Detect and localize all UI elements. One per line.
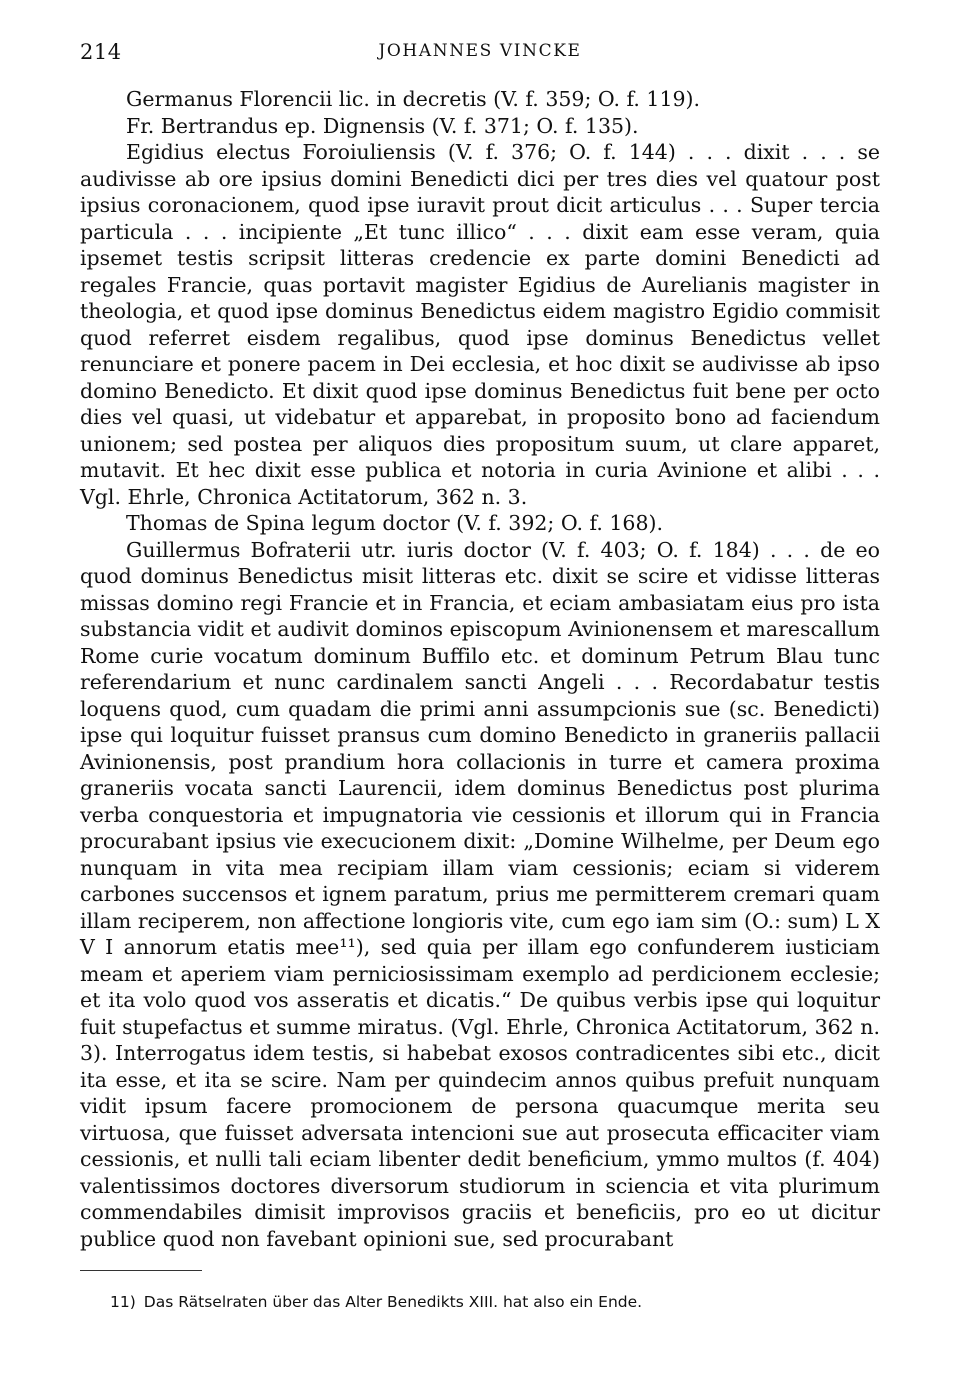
page-number: 214: [80, 40, 122, 64]
footnote: [80, 1292, 880, 1312]
paragraph-bertrandus: Fr. Bertrandus ep. Dignensis (V. f. 371; O. f. 135).: [126, 113, 639, 138]
paragraph-thomas: Thomas de Spina legum doctor (V. f. 392; O. f. 168).: [126, 511, 664, 535]
footnote-separator: [80, 1270, 202, 1271]
running-head: JOHANNES VINCKE: [378, 41, 582, 61]
body-text: [80, 86, 880, 1252]
footnotes: [80, 1292, 880, 1312]
footnote-mark: 11): [110, 1293, 136, 1311]
paragraph-germanus: Germanus Florencii lic. in decretis (V. f. 359; O. f. 119).: [126, 87, 701, 111]
footnote-text: Das Rätselraten über das Alter Benedikts XIII. hat also ein Ende.: [143, 1293, 643, 1311]
paragraph-egidius: Egidius electus Foroiuliensis (V. f. 376; O. f. 144) . . . dixit . . . se audivisse ab ore ipsius domini Benedicti dici per tres dies vel quatour post ipsius coronacionem, quod ipse iuravit prout dicit articulus . . . Super tercia particula . . . incipiente „Et tunc illico“ . . . dixit eam esse veram, quia ipsemet testis scripsit litteras credencie ex parte domini Benedicti ad regales Francie, quas portavit magister Egidius de Aurelianis magister in theologia, et quod ipse dominus Benedictus eidem magistro Egidio commisit quod referret eisdem regalibus, quod ipse dominus Benedictus vellet renunciare et ponere pacem in Dei ecclesia, et hoc dixit se audivisse ab ipso domino Benedicto. Et dixit quod ipse dominus Benedictus fuit bene per octo dies vel quasi, ut videbatur et apparebat, in proposito bono ad faciendum unionem; sed postea per aliquos dies propositum suum, ut clare apparet, mutavit. Et hec dixit esse publica et notoria in curia Avinione et alibi . . . Vgl. Ehrle, Chronica Actitatorum, 362 n. 3.: [80, 140, 880, 509]
paragraph-guillermus: Guillermus Bofraterii utr. iuris doctor (V. f. 403; O. f. 184) . . . de eo quod dominus Benedictus misit litteras etc. dixit se scire et vidisse litteras missas domino regi Francie et in Francia, et eciam ambasiatam eius pro ista substancia vidit et audivit dominos episcopum Avinionensem et marescallum Rome curie vocatum dominum Buffilo etc. et dominum Petrum Blau tunc referendarium et nunc cardinalem sancti Angeli . . . Recordabatur testis loquens quod, cum quadam die primi anni assumpcionis sue (sc. Benedicti) ipse qui loquitur fuisset pransus cum domino Benedicto in graneriis pallacii Avinionensis, post prandium hora collacionis in turre et camera proxima graneriis vocata sancti Laurencii, idem dominus Benedictus post plurima verba conquestoria et impugnatoria vie cessionis et illorum qui in Francia procurabant ipsius vie execucionem dixit: „Domine Wilhelme, per Deum ego nunquam in vita mea recipiam illam viam cessionis; eciam si viderem carbones succensos et ignem paratum, prius me permitterem cremari quam illam reciperem, non affectione longioris vite, cum ego iam sim (O.: sum) L X V I annorum etatis mee¹¹), sed quia per illam ego confunderem iusticiam meam et aperiem viam perniciosissimam exemplo ad perdicionem ecclesie; et ita volo quod vos asseratis et dicatis.“ De quibus verbis ipse qui loquitur fuit stupefactus et summe miratus. (Vgl. Ehrle, Chronica Actitatorum, 362 n. 3). Interrogatus idem testis, si habebat exosos contradicentes sibi etc., dicit ita esse, et ita se scire. Nam per quindecim annos quibus prefuit nunquam vidit ipsum facere promocionem de persona quacumque merita seu virtuosa, que fuisset adversata intencioni sue aut prosecuta efficaciter viam cessionis, et nulli tali eciam libenter dedit beneficium, ymmo multos (f. 404) valentissimos doctores diversorum studiorum in sciencia et vita plurimum commendabiles dimisit improvisos graciis et beneficiis, pro eo ut dicitur publice quod non favebant opinioni sue, sed procurabant: [80, 537, 880, 1251]
page-header: [80, 36, 880, 66]
